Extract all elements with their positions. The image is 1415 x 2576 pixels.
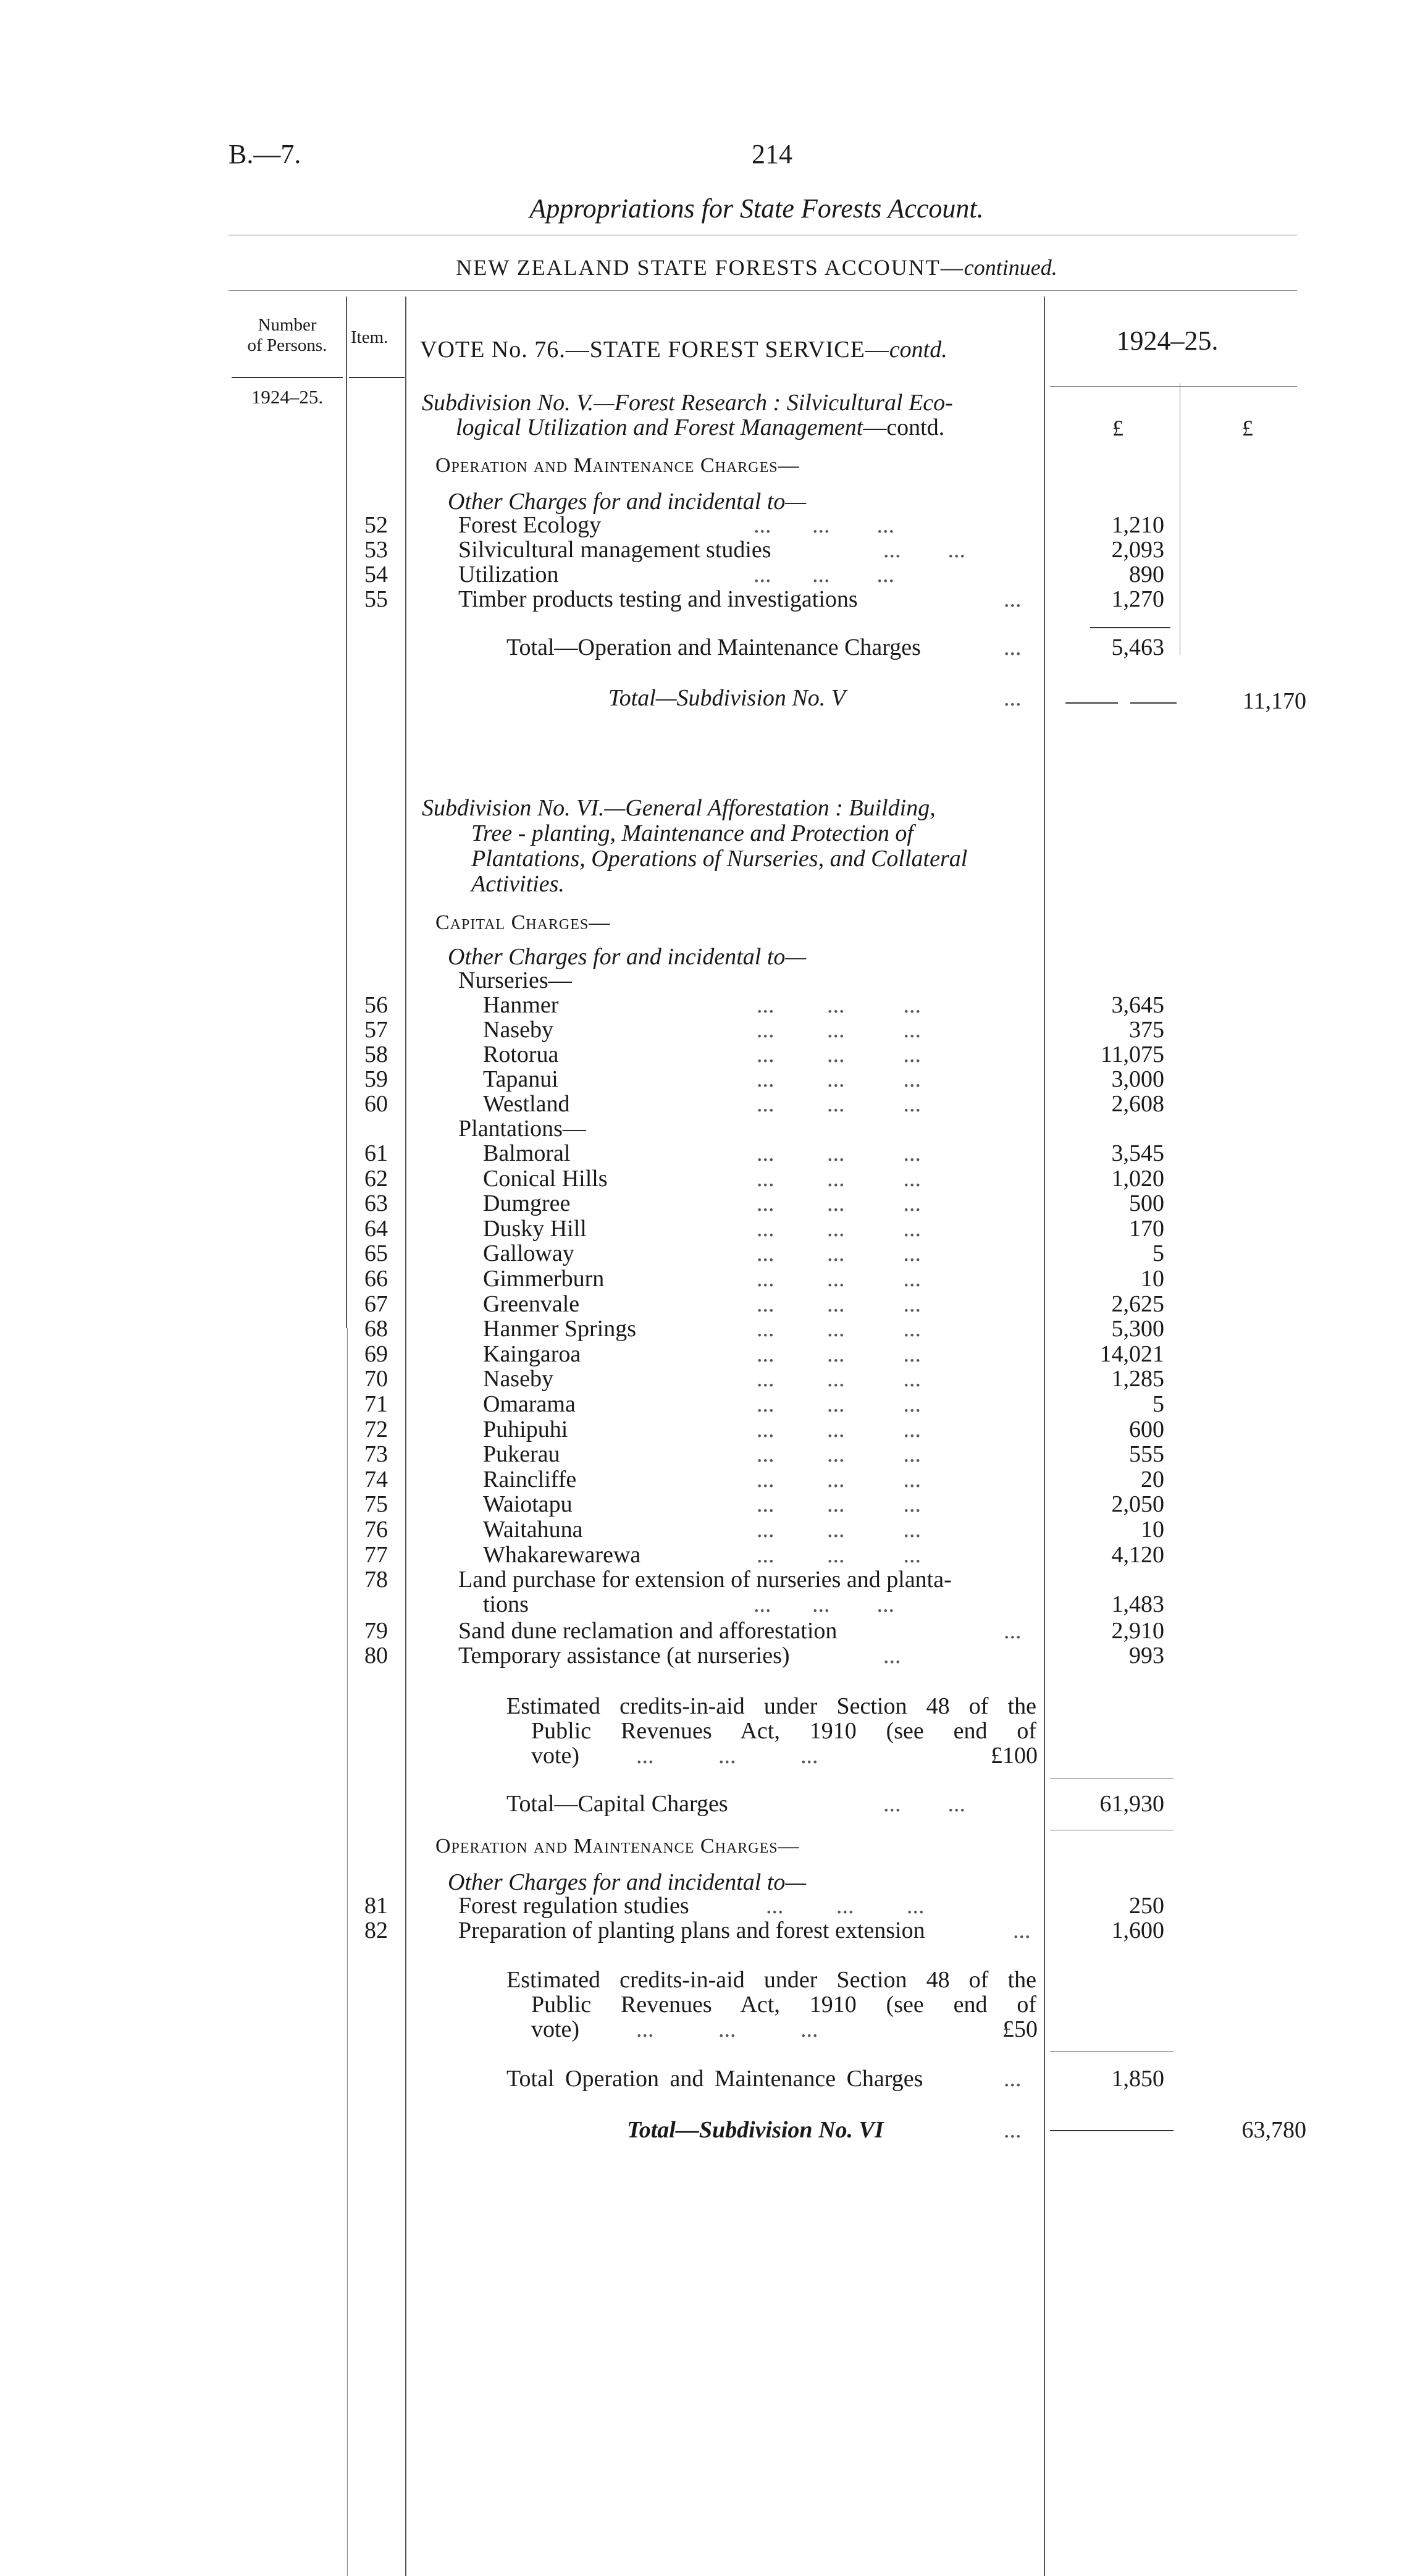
leader-dots: ... ... ... bbox=[757, 1466, 921, 1492]
item-amount-81: 250 bbox=[1129, 1893, 1164, 1919]
item-number: 57 bbox=[364, 1017, 388, 1043]
item-number: 56 bbox=[364, 992, 388, 1018]
pound-sign-col1: £ bbox=[1112, 416, 1123, 440]
item-label-78-line1: Land purchase for extension of nurseries and planta- bbox=[458, 1567, 952, 1593]
persons-heading-line1: Number bbox=[258, 315, 317, 335]
item-amount: 170 bbox=[1129, 1215, 1164, 1242]
item-label: Raincliffe bbox=[483, 1466, 577, 1492]
item-number: 76 bbox=[364, 1517, 388, 1543]
item-label-82: Preparation of planting plans and forest extension bbox=[458, 1917, 925, 1943]
item-no-53: 53 bbox=[364, 537, 388, 563]
item-label: Hanmer bbox=[483, 992, 559, 1018]
item-number: 69 bbox=[364, 1341, 388, 1367]
leader-dots: ... ... ... bbox=[757, 1517, 921, 1543]
persons-column-rule-lower bbox=[347, 1328, 348, 2576]
item-amount: 10 bbox=[1141, 1266, 1164, 1292]
sub5-heading-line2-contd: —contd. bbox=[863, 415, 945, 440]
leader-dots: ... ... ... bbox=[636, 1743, 818, 1769]
item-number: 77 bbox=[364, 1541, 388, 1568]
item-amount: 4,120 bbox=[1111, 1541, 1164, 1568]
item-no-82: 82 bbox=[364, 1917, 388, 1943]
total-capital-label: Total—Capital Charges bbox=[506, 1791, 728, 1817]
account-heading bbox=[371, 255, 1143, 280]
item-amount: 5 bbox=[1153, 1391, 1164, 1417]
item-amount: 5 bbox=[1153, 1240, 1164, 1267]
item-amount-78: 1,483 bbox=[1111, 1591, 1164, 1617]
sub5-total-om: 5,463 bbox=[1111, 634, 1164, 660]
item-amount: 3,000 bbox=[1111, 1066, 1164, 1092]
item-label-54: Utilization bbox=[458, 562, 559, 587]
item-label: Galloway bbox=[483, 1240, 574, 1267]
sub5-total-rule-b bbox=[1130, 702, 1177, 704]
leader-dots: ... ... ... bbox=[757, 1066, 921, 1092]
item-amount: 3,645 bbox=[1111, 992, 1164, 1018]
item-amount: 600 bbox=[1129, 1416, 1164, 1442]
credits2-line1: Estimated credits-in-aid under Section 48 of the bbox=[506, 1967, 1036, 1993]
credits2-line3: vote) bbox=[531, 2016, 580, 2042]
item-number: 66 bbox=[364, 1266, 388, 1292]
item-label-53: Silvicultural management studies bbox=[458, 537, 771, 563]
credits1-line1: Estimated credits-in-aid under Section 48 of the bbox=[506, 1693, 1036, 1719]
om-total-rule bbox=[1050, 2051, 1174, 2052]
item-label: Whakarewarewa bbox=[483, 1541, 641, 1568]
leader-dots: ... ... ... bbox=[757, 1042, 921, 1067]
item-amount: 555 bbox=[1129, 1441, 1164, 1468]
sub6-other-charges: Other Charges for and incidental to— bbox=[448, 944, 807, 970]
account-heading-continued: continued. bbox=[964, 255, 1057, 280]
credits1-line2: Public Revenues Act, 1910 (see end of bbox=[531, 1718, 1036, 1744]
credits1-line3: vote) bbox=[531, 1743, 580, 1769]
item-label: Gimmerburn bbox=[483, 1266, 605, 1292]
leader-dots: ... ... ... bbox=[636, 2016, 818, 2042]
item-label: Tapanui bbox=[483, 1066, 558, 1092]
item-no-80: 80 bbox=[364, 1643, 388, 1669]
item-amount: 1,020 bbox=[1111, 1165, 1164, 1192]
sub5-total: 11,170 bbox=[1242, 688, 1306, 714]
sub5-heading-line2-main: logical Utilization and Forest Management bbox=[456, 415, 863, 440]
leader-dots: ... ... ... bbox=[757, 1316, 921, 1342]
item-label: Puhipuhi bbox=[483, 1416, 568, 1442]
leader-dots: ... ... bbox=[883, 1791, 965, 1817]
item-label: Waiotapu bbox=[483, 1491, 573, 1518]
page-title: Appropriations for State Forests Account. bbox=[529, 193, 984, 224]
item-number: 62 bbox=[364, 1165, 388, 1192]
leader-dots: ... bbox=[1004, 685, 1022, 711]
leader-dots: ... ... ... bbox=[757, 1341, 921, 1367]
leader-dots: ... ... ... bbox=[757, 1091, 921, 1117]
sub5-heading-line2 bbox=[456, 414, 944, 441]
item-label-79: Sand dune reclamation and afforestation bbox=[458, 1618, 838, 1644]
item-no-55: 55 bbox=[364, 586, 388, 612]
leader-dots: ... bbox=[1004, 2066, 1022, 2092]
item-label: Dumgree bbox=[483, 1190, 571, 1217]
leader-dots: ... ... ... bbox=[757, 1441, 921, 1468]
year-heading-rule bbox=[1050, 386, 1297, 387]
item-no-81: 81 bbox=[364, 1893, 388, 1919]
item-number: 64 bbox=[364, 1215, 388, 1242]
total-capital: 61,930 bbox=[1099, 1791, 1164, 1817]
sub6-heading-line4: Activities. bbox=[471, 871, 565, 897]
item-amount: 2,050 bbox=[1111, 1491, 1164, 1518]
item-label: Balmoral bbox=[483, 1140, 571, 1166]
sub6-total-om-label: Total Operation and Maintenance Charges bbox=[506, 2066, 923, 2092]
item-amount-55: 1,270 bbox=[1111, 586, 1164, 612]
item-amount: 14,021 bbox=[1099, 1341, 1164, 1367]
item-label: Naseby bbox=[483, 1017, 553, 1043]
item-amount: 500 bbox=[1129, 1190, 1164, 1217]
persons-heading-rule bbox=[232, 377, 343, 378]
item-label: Dusky Hill bbox=[483, 1215, 587, 1242]
leader-dots: ... ... ... bbox=[757, 1366, 921, 1392]
item-amount: 10 bbox=[1141, 1517, 1164, 1543]
sub5-total-rule-a bbox=[1065, 702, 1118, 704]
item-label-81: Forest regulation studies bbox=[458, 1893, 689, 1919]
leader-dots: ... ... ... bbox=[757, 1240, 921, 1267]
sub6-om-heading: Operation and Maintenance Charges— bbox=[435, 1835, 800, 1858]
item-label: Naseby bbox=[483, 1366, 553, 1392]
sub6-heading-line2: Tree - planting, Maintenance and Protection of bbox=[471, 820, 913, 846]
item-number: 60 bbox=[364, 1091, 388, 1117]
plantations-label: Plantations— bbox=[458, 1116, 586, 1142]
item-no-78: 78 bbox=[364, 1567, 388, 1593]
item-amount-53: 2,093 bbox=[1111, 537, 1164, 563]
item-amount-54: 890 bbox=[1129, 562, 1164, 587]
leader-dots: ... ... ... bbox=[757, 1290, 921, 1317]
leader-dots: ... ... ... bbox=[757, 1491, 921, 1518]
item-label: Westland bbox=[483, 1091, 570, 1117]
item-label: Hanmer Springs bbox=[483, 1316, 637, 1342]
leader-dots: ... bbox=[883, 1643, 901, 1669]
item-number: 73 bbox=[364, 1441, 388, 1468]
item-number: 58 bbox=[364, 1042, 388, 1067]
leader-dots: ... ... ... bbox=[754, 562, 894, 587]
item-no-79: 79 bbox=[364, 1618, 388, 1644]
leader-dots: ... ... bbox=[883, 537, 965, 563]
persons-heading-line2: of Persons. bbox=[247, 335, 327, 355]
vote-heading bbox=[420, 336, 947, 363]
item-amount: 1,285 bbox=[1111, 1366, 1164, 1392]
item-label-52: Forest Ecology bbox=[458, 512, 602, 538]
leader-dots: ... ... ... bbox=[757, 1541, 921, 1568]
item-column-heading: Item. bbox=[351, 327, 388, 347]
persons-column-heading bbox=[232, 315, 343, 356]
item-amount: 5,300 bbox=[1111, 1316, 1164, 1342]
leader-dots: ... ... ... bbox=[757, 1416, 921, 1442]
item-column-rule bbox=[405, 297, 406, 2576]
leader-dots: ... bbox=[1013, 1917, 1031, 1943]
item-label-55: Timber products testing and investigations bbox=[458, 586, 858, 612]
leader-dots: ... ... ... bbox=[754, 512, 894, 538]
item-heading-rule bbox=[349, 377, 405, 378]
page-number: 214 bbox=[752, 139, 792, 169]
item-amount: 375 bbox=[1129, 1017, 1164, 1043]
vote-heading-main: VOTE No. 76.—STATE FOREST SERVICE— bbox=[420, 337, 889, 363]
leader-dots: ... ... ... bbox=[757, 1391, 921, 1417]
year-heading: 1924–25. bbox=[1116, 326, 1219, 356]
sub6-heading bbox=[422, 796, 1036, 897]
leader-dots: ... bbox=[1004, 586, 1022, 612]
item-number: 65 bbox=[364, 1240, 388, 1267]
item-label-80: Temporary assistance (at nurseries) bbox=[458, 1643, 790, 1669]
sub5-om-heading: Operation and Maintenance Charges— bbox=[435, 454, 800, 477]
header-top-rule bbox=[229, 290, 1297, 291]
sub5-total-label: Total—Subdivision No. V bbox=[608, 685, 846, 711]
sub6-heading-line3: Plantations, Operations of Nurseries, and Collateral bbox=[471, 846, 968, 872]
item-amount: 2,608 bbox=[1111, 1091, 1164, 1117]
item-number: 61 bbox=[364, 1140, 388, 1166]
amount-column-rule bbox=[1044, 297, 1045, 2576]
item-amount: 3,545 bbox=[1111, 1140, 1164, 1166]
item-number: 67 bbox=[364, 1290, 388, 1317]
persons-column-rule bbox=[346, 297, 347, 1328]
item-amount-52: 1,210 bbox=[1111, 512, 1164, 538]
leader-dots: ... ... ... bbox=[757, 1165, 921, 1192]
leader-dots: ... bbox=[1004, 1618, 1022, 1644]
sub6-om-other-charges: Other Charges for and incidental to— bbox=[448, 1869, 807, 1895]
item-number: 63 bbox=[364, 1190, 388, 1217]
leader-dots: ... ... ... bbox=[757, 992, 921, 1018]
sub6-capital-heading: Capital Charges— bbox=[435, 911, 611, 934]
item-no-52: 52 bbox=[364, 512, 388, 538]
item-amount: 2,625 bbox=[1111, 1290, 1164, 1317]
sub6-heading-line1: Subdivision No. VI.—General Afforestation : Building, bbox=[422, 795, 936, 821]
item-number: 59 bbox=[364, 1066, 388, 1092]
leader-dots: ... ... ... bbox=[766, 1893, 925, 1919]
credits1-amount: £100 bbox=[991, 1743, 1038, 1769]
item-number: 74 bbox=[364, 1466, 388, 1492]
sub6-total-label: Total—Subdivision No. VI bbox=[627, 2117, 884, 2143]
item-label: Conical Hills bbox=[483, 1165, 608, 1192]
sub5-heading-line1: Subdivision No. V.—Forest Research : Silvicultural Eco- bbox=[422, 390, 953, 416]
item-amount-80: 993 bbox=[1129, 1643, 1164, 1669]
leader-dots: ... ... ... bbox=[757, 1017, 921, 1043]
leader-dots: ... bbox=[1004, 2117, 1022, 2143]
credits2-amount: £50 bbox=[1002, 2016, 1038, 2042]
item-amount-79: 2,910 bbox=[1111, 1618, 1164, 1644]
nurseries-label: Nurseries— bbox=[458, 967, 572, 993]
sub5-total-om-label: Total—Operation and Maintenance Charges bbox=[506, 634, 921, 660]
item-amount: 20 bbox=[1141, 1466, 1164, 1492]
item-number: 71 bbox=[364, 1391, 388, 1417]
item-number: 72 bbox=[364, 1416, 388, 1442]
report-reference: B.—7. bbox=[229, 139, 301, 169]
item-no-54: 54 bbox=[364, 562, 388, 587]
item-label: Pukerau bbox=[483, 1441, 560, 1468]
item-label: Omarama bbox=[483, 1391, 576, 1417]
persons-year: 1924–25. bbox=[251, 386, 324, 408]
credits2-line2: Public Revenues Act, 1910 (see end of bbox=[531, 1992, 1036, 2018]
item-number: 70 bbox=[364, 1366, 388, 1392]
item-amount: 11,075 bbox=[1100, 1042, 1164, 1067]
item-amount-82: 1,600 bbox=[1111, 1917, 1164, 1943]
item-label: Waitahuna bbox=[483, 1517, 583, 1543]
leader-dots: ... ... ... bbox=[754, 1591, 894, 1617]
leader-dots: ... ... ... bbox=[757, 1190, 921, 1217]
pound-sign-col2: £ bbox=[1242, 416, 1253, 440]
leader-dots: ... ... ... bbox=[757, 1215, 921, 1242]
item-label: Kaingaroa bbox=[483, 1341, 581, 1367]
item-number: 75 bbox=[364, 1491, 388, 1518]
leader-dots: ... bbox=[1004, 634, 1022, 660]
sub6-total-om: 1,850 bbox=[1111, 2066, 1164, 2092]
vote-heading-contd: contd. bbox=[889, 337, 947, 363]
item-label: Greenvale bbox=[483, 1290, 580, 1317]
item-label: Rotorua bbox=[483, 1042, 559, 1067]
item-label-78-line2: tions bbox=[483, 1591, 529, 1617]
sub5-om-total-rule bbox=[1090, 627, 1170, 628]
leader-dots: ... ... ... bbox=[757, 1266, 921, 1292]
leader-dots: ... ... ... bbox=[757, 1140, 921, 1166]
account-heading-main: NEW ZEALAND STATE FORESTS ACCOUNT— bbox=[456, 255, 964, 280]
sub6-total-rule bbox=[1050, 2130, 1174, 2131]
item-number: 68 bbox=[364, 1316, 388, 1342]
sub6-total: 63,780 bbox=[1241, 2117, 1306, 2143]
sub5-other-charges: Other Charges for and incidental to— bbox=[448, 489, 807, 515]
